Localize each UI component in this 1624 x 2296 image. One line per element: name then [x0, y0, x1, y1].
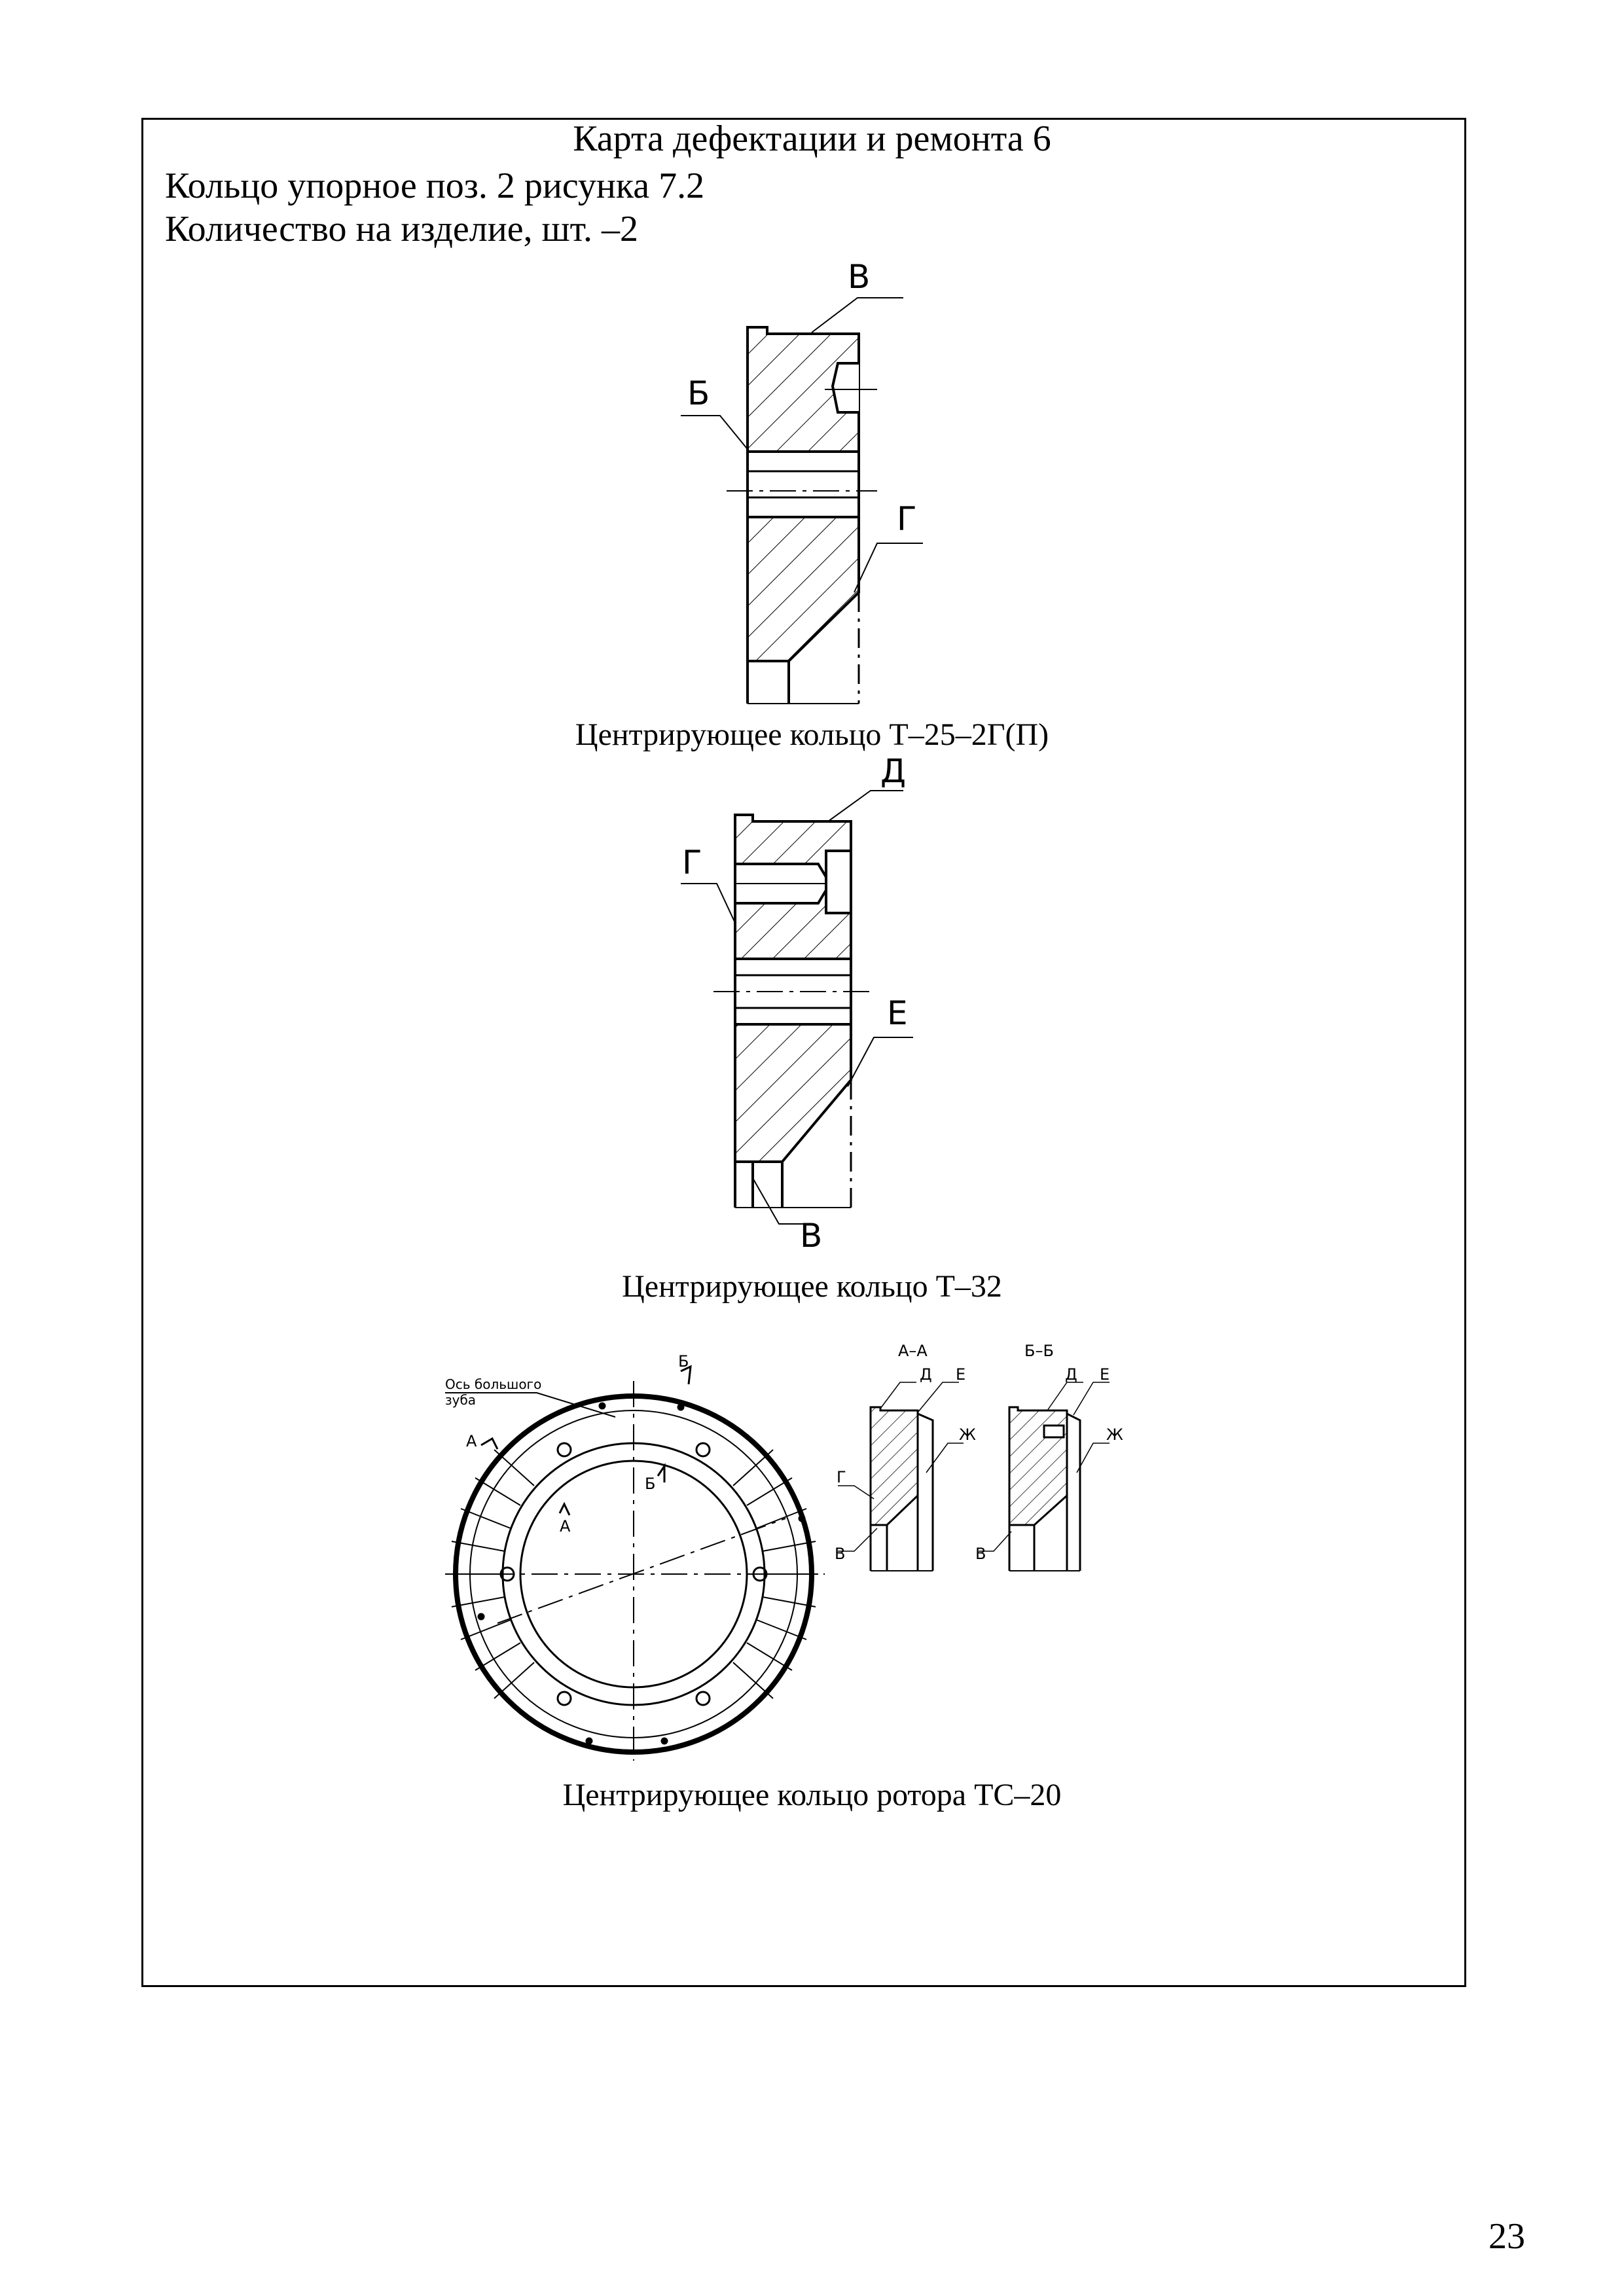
ring-sec-b-inner: Б	[645, 1475, 656, 1493]
aa-label-e: Е	[956, 1365, 966, 1384]
fig2-label-v: В	[800, 1217, 823, 1255]
card-title: Карта дефектации и ремонта 6	[573, 118, 1051, 159]
ring-sec-a-inner: А	[560, 1517, 571, 1535]
aa-label-d: Д	[920, 1365, 932, 1384]
bb-label-d: Д	[1065, 1365, 1077, 1384]
axis-note-line1: Ось большого	[445, 1376, 542, 1392]
view-bb-title: Б–Б	[1024, 1342, 1054, 1360]
quantity-line: Количество на изделие, шт. –2	[165, 209, 638, 249]
figure-1-caption: Центрирующее кольцо Т–25–2Г(П)	[575, 717, 1049, 752]
ring-sec-b-top: Б	[678, 1352, 689, 1371]
section-aa	[838, 1382, 964, 1571]
figure-3-ring	[445, 1367, 825, 1761]
ring-sec-a-top: А	[466, 1432, 477, 1450]
page-number: 23	[1489, 2216, 1525, 2257]
bb-label-v: В	[975, 1545, 986, 1563]
fig2-label-e: Е	[887, 994, 908, 1032]
figure-1-section	[681, 298, 923, 704]
axis-note-line2: зуба	[445, 1392, 477, 1408]
bb-label-e: Е	[1100, 1365, 1110, 1384]
fig1-label-v: В	[848, 258, 871, 296]
fig2-label-d: Д	[880, 752, 907, 790]
figure-2-caption: Центрирующее кольцо Т–32	[622, 1269, 1002, 1304]
view-aa-title: А–А	[898, 1342, 928, 1360]
aa-label-g: Г	[837, 1468, 846, 1486]
fig2-label-g: Г	[682, 844, 702, 882]
section-bb	[979, 1382, 1110, 1571]
aa-label-zh: Ж	[959, 1426, 976, 1444]
figure-2-section	[681, 791, 913, 1224]
fig1-label-b: Б	[687, 374, 710, 412]
aa-label-v: В	[835, 1545, 846, 1563]
part-name: Кольцо упорное поз. 2 рисунка 7.2	[165, 166, 705, 206]
figure-3-caption: Центрирующее кольцо ротора ТС–20	[562, 1778, 1062, 1812]
bb-label-zh: Ж	[1106, 1426, 1123, 1444]
fig1-label-g: Г	[897, 500, 917, 538]
